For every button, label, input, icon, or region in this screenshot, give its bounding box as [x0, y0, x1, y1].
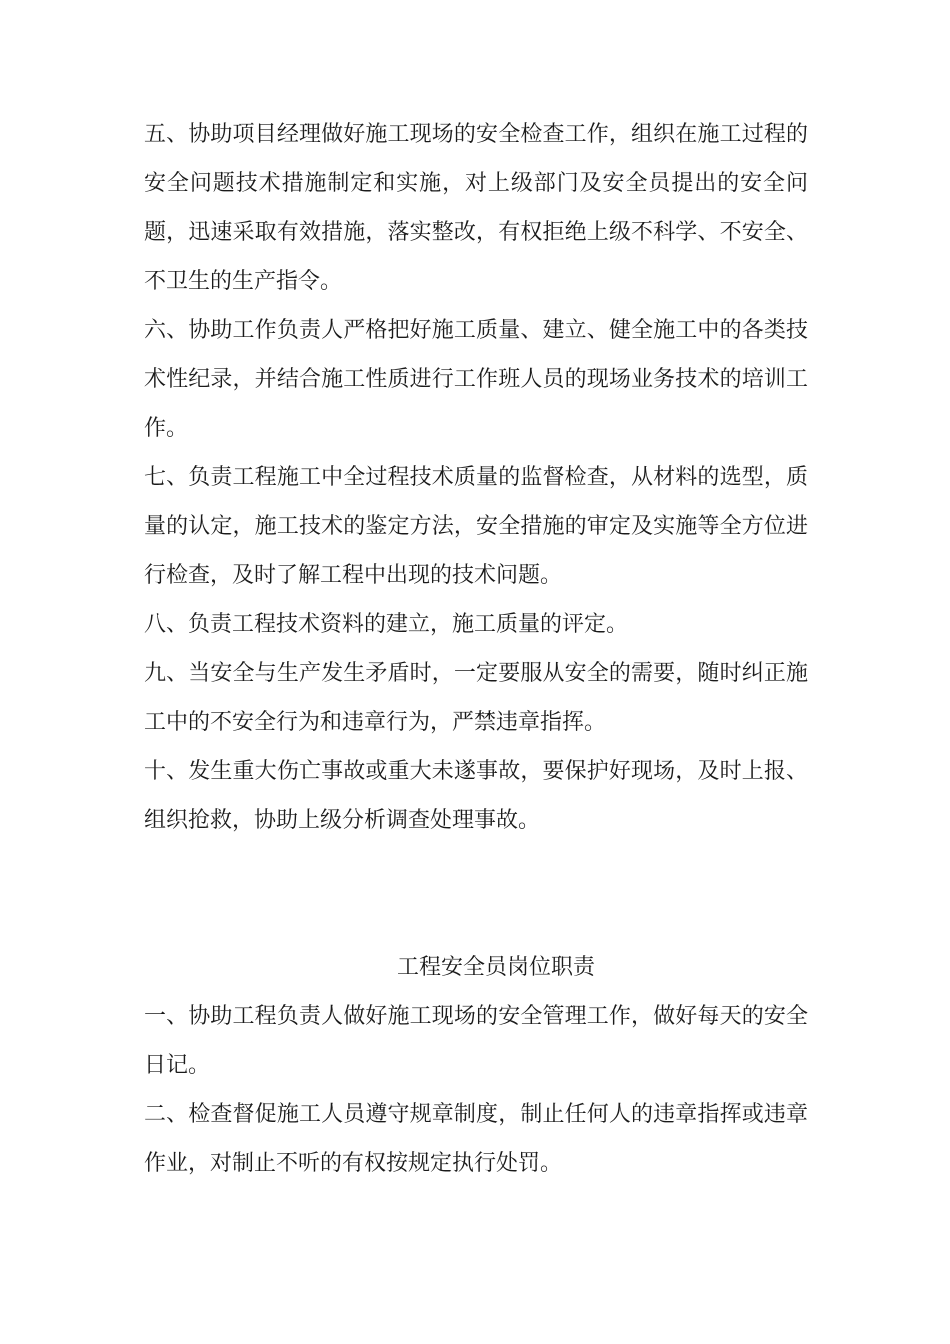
paragraph-item-9: 九、当安全与生产发生矛盾时，一定要服从安全的需要，随时纠正施工中的不安全行为和违章行为，严禁违章指挥。: [144, 661, 808, 735]
paragraph-item-5: 五、协助项目经理做好施工现场的安全检查工作，组织在施工过程的安全问题技术措施制定和实施，对上级部门及安全员提出的安全问题，迅速采取有效措施，落实整改，有权拒绝上级不科学、不安全、不卫生的生产指令。: [144, 122, 808, 294]
document-body: [144, 110, 808, 1188]
section-title: 工程安全员岗位职责: [396, 955, 595, 980]
section-gap: [144, 845, 808, 943]
paragraph-item-2: 二、检查督促施工人员遵守规章制度，制止任何人的违章指挥或违章作业，对制止不听的有权按规定执行处罚。: [144, 1102, 808, 1176]
paragraph-item-7: 七、负责工程施工中全过程技术质量的监督检查，从材料的选型，质量的认定，施工技术的鉴定方法，安全措施的审定及实施等全方位进行检查，及时了解工程中出现的技术问题。: [144, 465, 808, 588]
paragraph-item-1: 一、协助工程负责人做好施工现场的安全管理工作，做好每天的安全日记。: [144, 1004, 808, 1078]
paragraph-item-10: 十、发生重大伤亡事故或重大未遂事故，要保护好现场，及时上报、组织抢救，协助上级分析调查处理事故。: [144, 759, 808, 833]
paragraph-item-6: 六、协助工作负责人严格把好施工质量、建立、健全施工中的各类技术性纪录，并结合施工性质进行工作班人员的现场业务技术的培训工作。: [144, 318, 808, 441]
paragraph-item-8: 八、负责工程技术资料的建立，施工质量的评定。: [144, 612, 629, 637]
